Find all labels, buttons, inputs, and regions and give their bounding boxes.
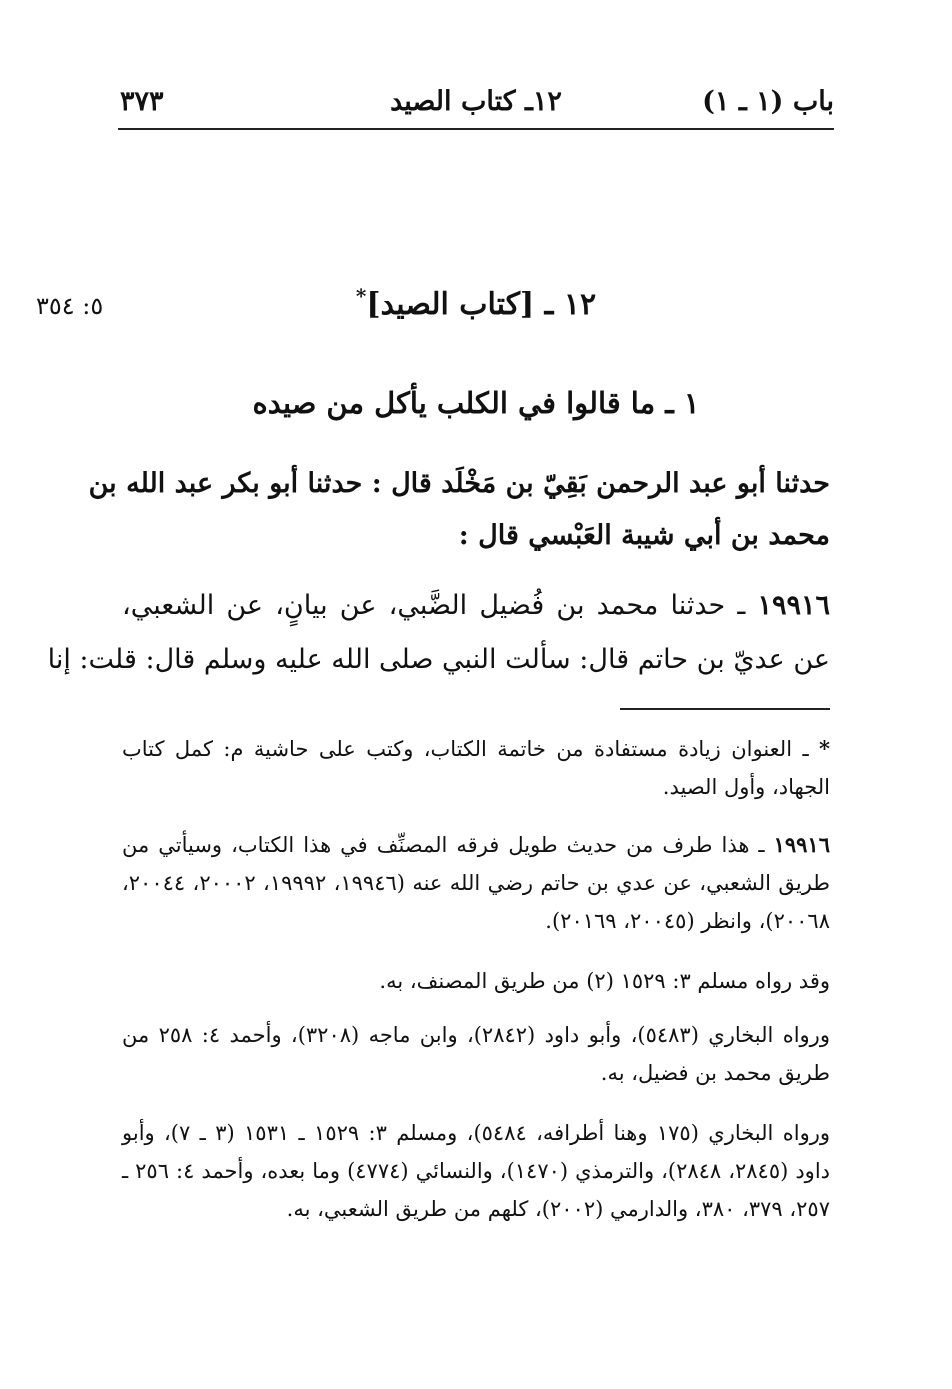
book-title	[0, 284, 952, 322]
chapter-title: ١ ـ ما قالوا في الكلب يأكل من صيده	[252, 386, 700, 420]
header-page-number: ٣٧٣	[120, 86, 164, 117]
footnote-paragraph-bukhari-2: ورواه البخاري (١٧٥ وهنا أطرافه، ٥٤٨٤)، ومسلم ٣: ١٥٢٩ ـ ١٥٣١ (٣ ـ ٧)، وأبو داود (٢٨٤٥، ٢٨٤٨)، والترمذي (١٤٧٠)، والنسائي (٤٧٧٤) وما بعده، وأحمد ٤: ٢٥٦ ـ ٢٥٧، ٣٧٩، ٣٨٠، والدارمي (٢٠٠٢)، كلهم من طريق الشعبي، به.	[122, 1121, 830, 1221]
header-divider	[118, 128, 834, 130]
footnote-paragraph-bukhari-1: ورواه البخاري (٥٤٨٣)، وأبو داود (٢٨٤٢)، وابن ماجه (٣٢٠٨)، وأحمد ٤: ٢٥٨ من طريق محمد بن فضيل، به.	[122, 1023, 830, 1085]
footnote-paragraph-muslim: وقد رواه مسلم ٣: ١٥٢٩ (٢) من طريق المصنف، به.	[379, 969, 830, 993]
book-title-footnote-mark: *	[355, 284, 367, 308]
header-chapter-ref: باب (١ ـ ١)	[702, 86, 834, 117]
footnote-hadith-note	[122, 826, 830, 940]
hadith-text-1: ـ حدثنا محمد بن فُضيل الضَّبي، عن بيانٍ، عن الشعبي،	[122, 590, 758, 621]
isnad-line-2: محمد بن أبي شيبة العَبْسي قال :	[458, 520, 830, 551]
footnote-note-number: ١٩٩١٦	[773, 832, 830, 857]
footnote-star-mark: *	[819, 736, 830, 761]
margin-reference: ٥: ٣٥٤	[36, 292, 104, 320]
footnote-divider	[620, 708, 830, 710]
isnad-line-1: حدثنا أبو عبد الرحمن بَقِيّ بن مَخْلَد قال : حدثنا أبو بكر عبد الله بن	[88, 468, 830, 499]
header-running-title: ١٢ـ كتاب الصيد	[390, 86, 562, 117]
book-title-text: ١٢ ـ [كتاب الصيد]	[366, 287, 597, 322]
footnote-note-text: ـ هذا طرف من حديث طويل فرقه المصنِّف في هذا الكتاب، وسيأتي من طريق الشعبي، عن عدي بن حاتم رضي الله عنه (١٩٩٤٦، ١٩٩٩٢، ٢٠٠٠٢، ٢٠٠٤٤، ٢٠٠٦٨)، وانظر (٢٠٠٤٥، ٢٠١٦٩).	[122, 833, 831, 933]
hadith-number: ١٩٩١٦	[757, 590, 830, 621]
footnote-star-text: ـ العنوان زيادة مستفادة من خاتمة الكتاب، وكتب على حاشية م: كمل كتاب الجهاد، وأول الصيد.	[122, 737, 830, 799]
hadith-line-2: عن عديّ بن حاتم قال: سألت النبي صلى الله عليه وسلم قال: قلت: إنا	[47, 644, 830, 675]
footnote-title-note	[122, 730, 830, 806]
hadith-line-1	[122, 590, 830, 621]
